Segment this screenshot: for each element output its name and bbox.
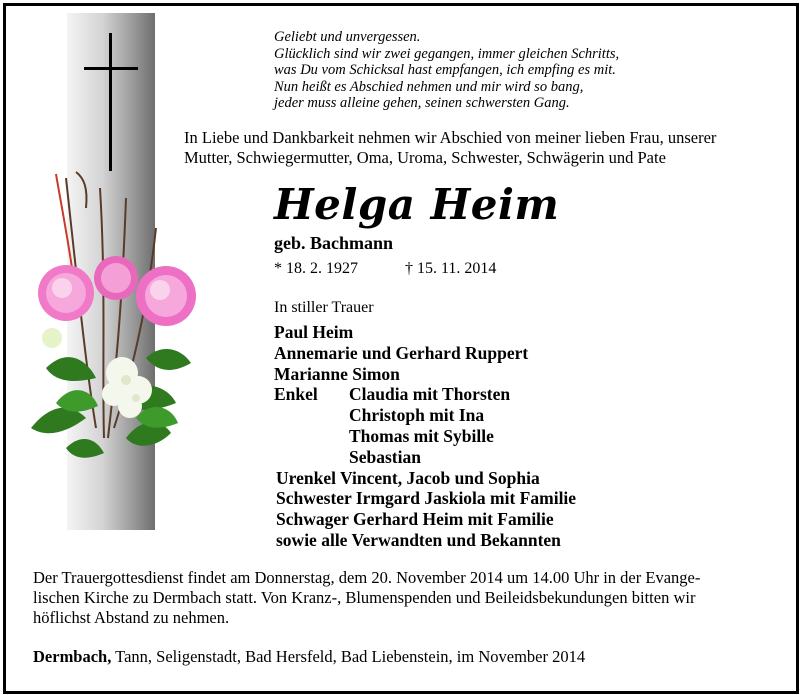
footer-place-rest: Tann, Seligenstadt, Bad Hersfeld, Bad Liebenstein, im November 2014 bbox=[111, 647, 586, 666]
service-line: höflichst Abstand zu nehmen. bbox=[33, 607, 230, 627]
intro-line: In Liebe und Dankbarkeit nehmen wir Abschied von meiner lieben Frau, unserer bbox=[184, 128, 717, 147]
service-line: Der Trauergottesdienst findet am Donnerstag, dem 20. November 2014 um 14.00 Uhr in der Evange- bbox=[33, 568, 701, 587]
poem bbox=[274, 29, 619, 112]
deceased-name: Helga Heim bbox=[274, 180, 560, 229]
poem-line: was Du vom Schicksal hast empfangen, ich empfing es mit. bbox=[274, 62, 616, 78]
mourner-line: Urenkel Vincent, Jacob und Sophia bbox=[276, 467, 540, 488]
poem-line: jeder muss alleine gehen, seinen schwersten Gang. bbox=[274, 95, 570, 111]
poem-line: Nun heißt es Abschied nehmen und mir wird so bang, bbox=[274, 78, 584, 95]
maiden-name: geb. Bachmann bbox=[274, 233, 394, 253]
flower-arrangement-image bbox=[26, 168, 206, 468]
footer-place-bold: Dermbach, bbox=[33, 647, 112, 666]
poem-line: Geliebt und unvergessen. bbox=[274, 29, 421, 45]
service-line: lischen Kirche zu Dermbach statt. Von Kranz-, Blumenspenden und Beileidsbekundungen bitten wir bbox=[33, 587, 696, 607]
grandchild-line: Sebastian bbox=[349, 446, 421, 467]
cross-icon bbox=[84, 33, 138, 171]
service-notice bbox=[33, 568, 700, 627]
death-date: † 15. 11. 2014 bbox=[405, 260, 497, 277]
mourner-line: Paul Heim bbox=[274, 322, 354, 342]
mourner-line: Schwager Gerhard Heim mit Familie bbox=[276, 509, 554, 530]
grandchild-line: Christoph mit Ina bbox=[349, 405, 485, 426]
mourner-line: sowie alle Verwandten und Bekannten bbox=[276, 529, 561, 550]
intro-text bbox=[184, 128, 716, 167]
birth-date: * 18. 2. 1927 bbox=[274, 260, 358, 277]
grandchild-line: Thomas mit Sybille bbox=[349, 425, 494, 446]
mourner-line: Marianne Simon bbox=[274, 363, 400, 384]
mourner-line: Annemarie und Gerhard Ruppert bbox=[274, 342, 529, 363]
grandchild-line: Claudia mit Thorsten bbox=[349, 384, 511, 405]
grief-label: In stiller Trauer bbox=[274, 299, 374, 316]
poem-line: Glücklich sind wir zwei gegangen, immer gleichen Schritts, bbox=[274, 45, 620, 62]
grandchildren-label: Enkel bbox=[274, 384, 318, 405]
footer-places bbox=[33, 647, 585, 667]
intro-line: Mutter, Schwiegermutter, Oma, Uroma, Schwester, Schwägerin und Pate bbox=[184, 147, 666, 167]
mourner-line: Schwester Irmgard Jaskiola mit Familie bbox=[276, 488, 577, 509]
